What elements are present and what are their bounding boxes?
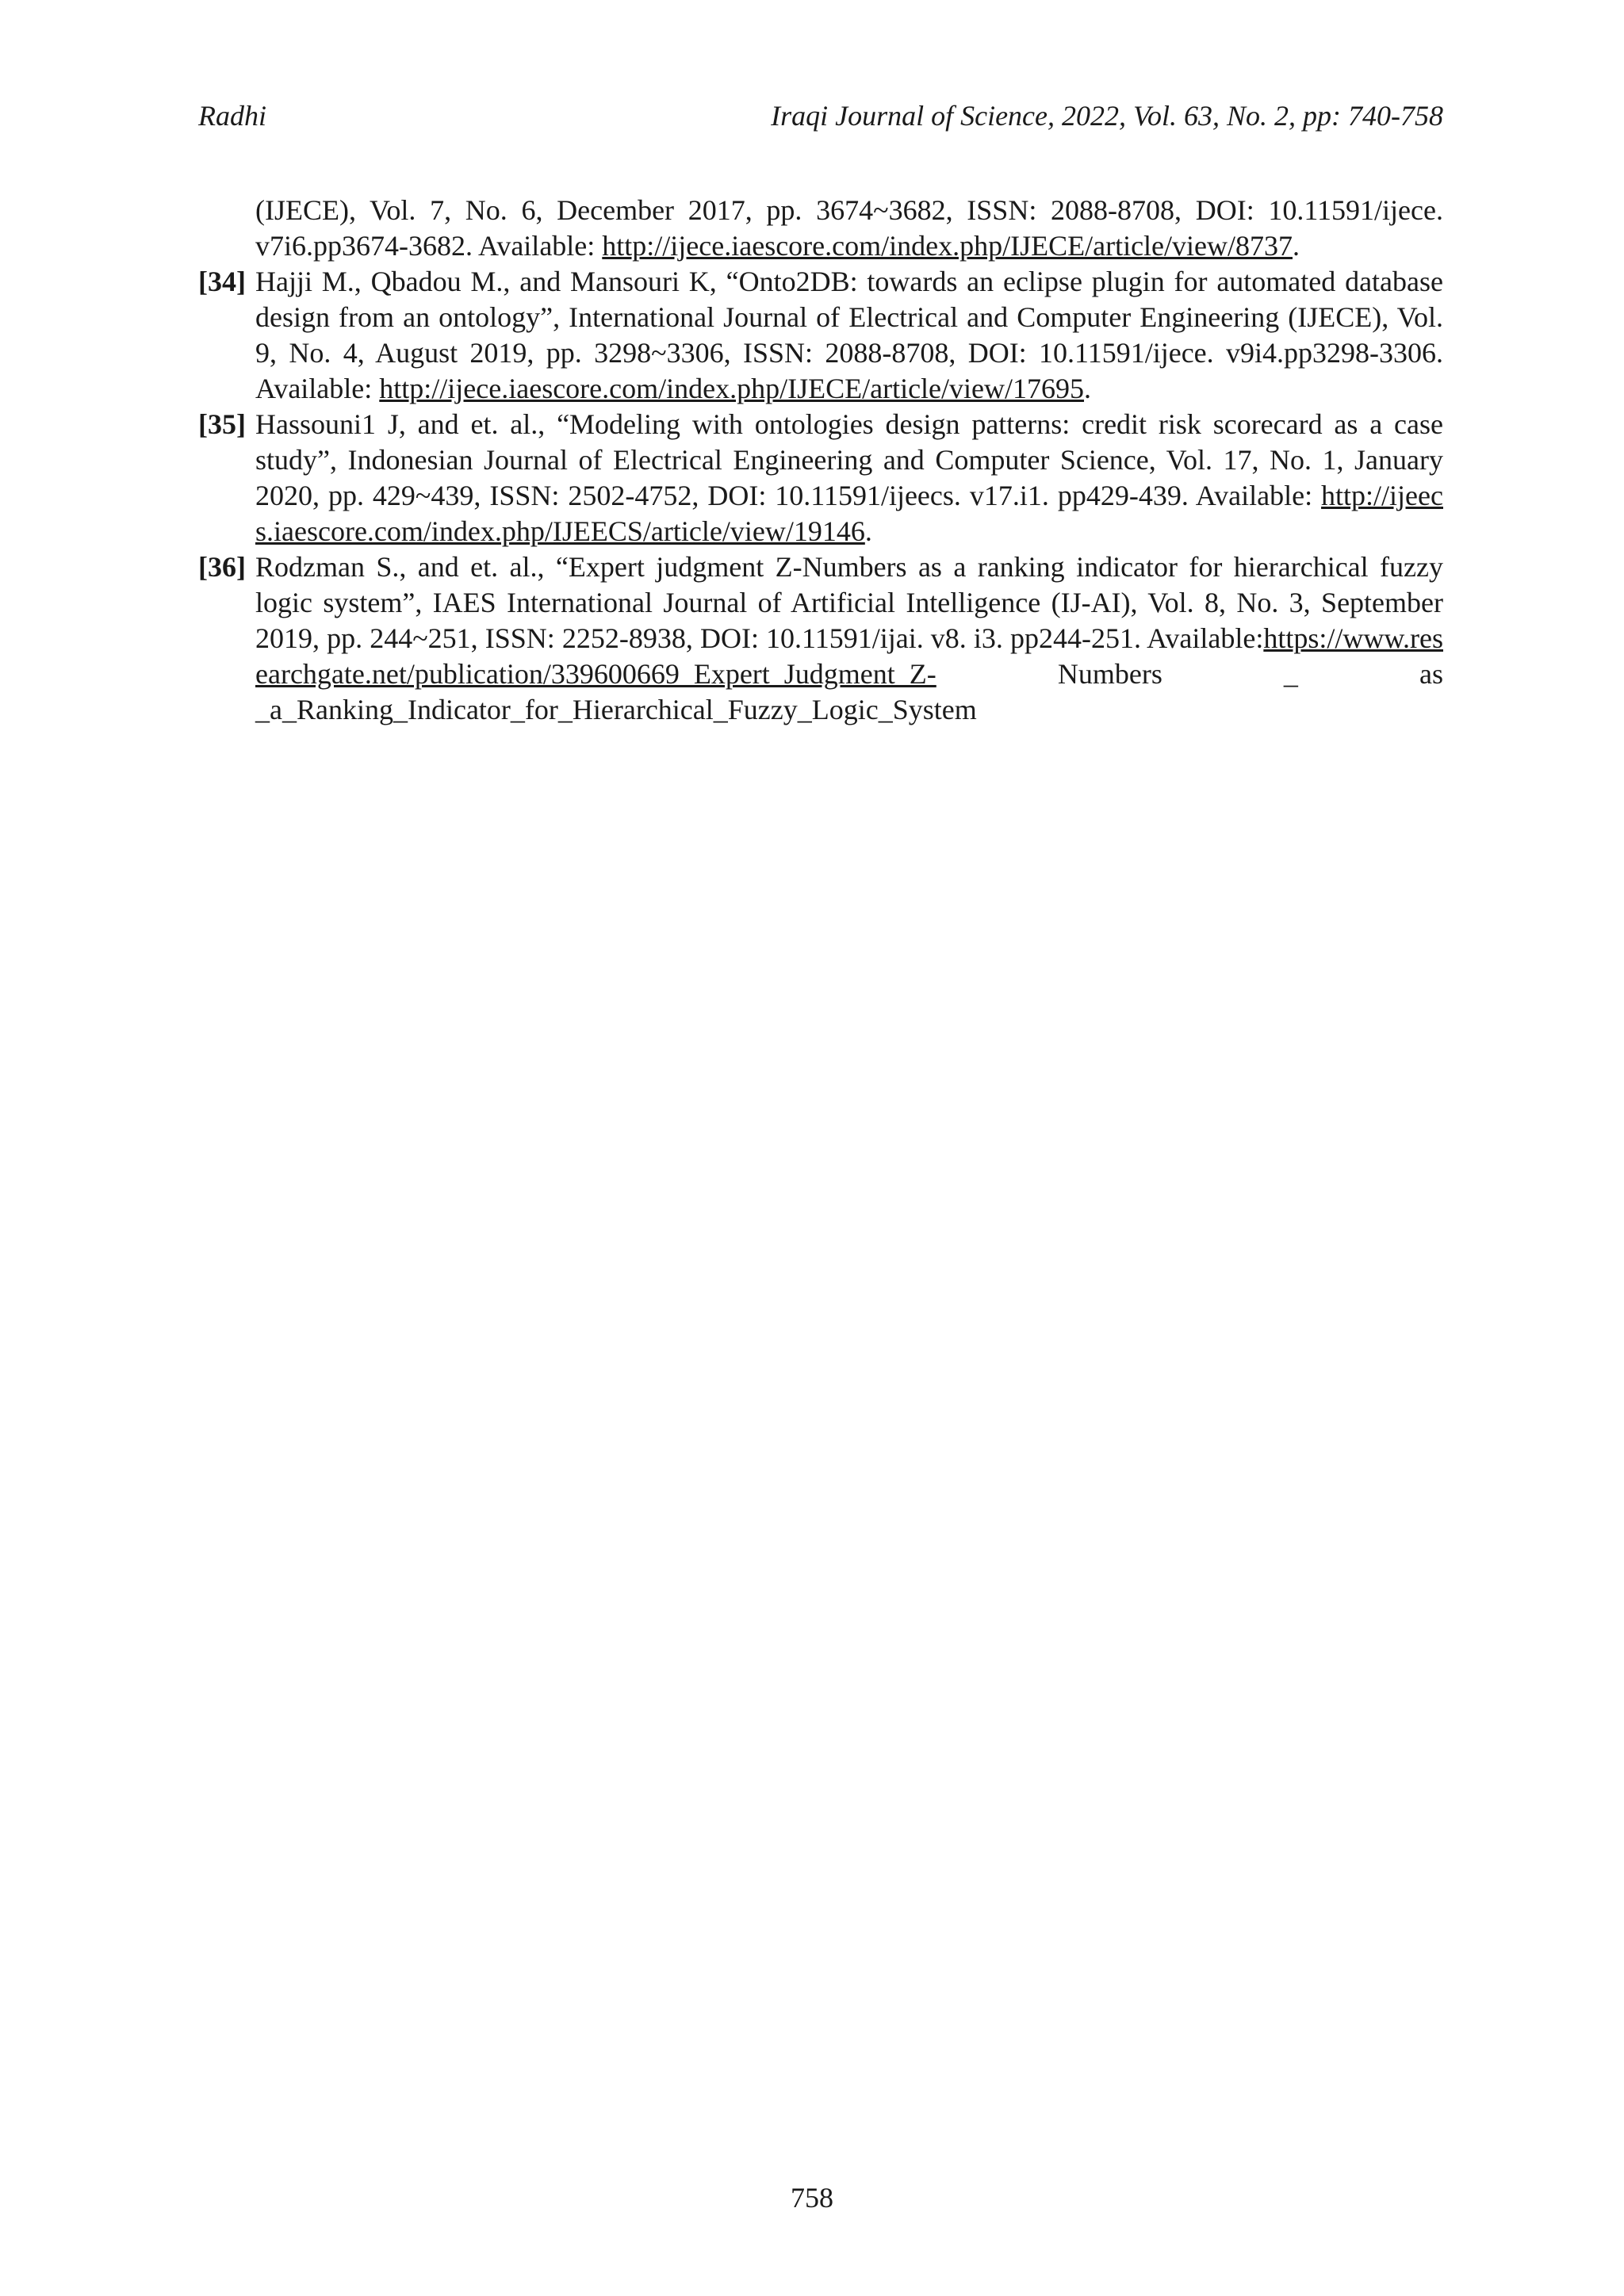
reference-link[interactable]: http://ijeecs.iaescore.com/index.php/IJEECS/article/view/19146: [255, 480, 1443, 547]
reference-number: [36]: [198, 551, 246, 583]
reference-number: [35]: [198, 408, 246, 440]
reference-item-36: [198, 549, 1443, 728]
header-journal-citation: Iraqi Journal of Science, 2022, Vol. 63, No. 2, pp: 740-758: [771, 100, 1443, 132]
reference-number: [34]: [198, 266, 246, 297]
reference-text-after: Numbers _ as _a_Ranking_Indicator_for_Hierarchical_Fuzzy_Logic_System: [255, 658, 1443, 725]
reference-text-after: .: [864, 515, 872, 547]
reference-text-after: .: [1084, 373, 1092, 404]
reference-text: Hassouni1 J, and et. al., “Modeling with ontologies design patterns: credit risk scorecard as a case study”, Indonesian Journal of Electrical Engineering and Computer Science, Vol. 17, No. 1, January 2020, pp. 429~439, ISSN: 2502-4752, DOI: 10.11591/ijeecs. v17.i1. pp429-439. Available:: [255, 408, 1443, 511]
reference-text-after: .: [1293, 230, 1300, 262]
header-author: Radhi: [198, 100, 266, 132]
reference-text: Rodzman S., and et. al., “Expert judgment Z-Numbers as a ranking indicator for hierarchical fuzzy logic system”, IAES International Journal of Artificial Intelligence (IJ-AI), Vol. 8, No. 3, September 2019, pp. 244~251, ISSN: 2252-8938, DOI: 10.11591/ijai. v8. i3. pp244-251. Available:: [255, 551, 1443, 654]
reference-text: Hajji M., Qbadou M., and Mansouri K, “Onto2DB: towards an eclipse plugin for automated database design from an ontology”, International Journal of Electrical and Computer Engineering (IJECE), Vol. 9, No. 4, August 2019, pp. 3298~3306, ISSN: 2088-8708, DOI: 10.11591/ijece. v9i4.pp3298-3306. Available:: [255, 266, 1443, 404]
running-header: [198, 97, 1443, 136]
reference-item-33-continued: [198, 193, 1443, 264]
reference-list: [198, 193, 1443, 728]
reference-link[interactable]: http://ijece.iaescore.com/index.php/IJECE/article/view/17695: [379, 373, 1085, 404]
reference-text: (IJECE), Vol. 7, No. 6, December 2017, pp. 3674~3682, ISSN: 2088-8708, DOI: 10.11591/ijece. v7i6.pp3674-3682. Available:: [255, 194, 1443, 262]
page-number: 758: [791, 2182, 833, 2214]
reference-item-35: [198, 407, 1443, 549]
reference-link[interactable]: https://www.researchgate.net/publication/339600669_Expert_Judgment_Z-: [255, 622, 1443, 690]
reference-item-34: [198, 264, 1443, 407]
reference-link[interactable]: http://ijece.iaescore.com/index.php/IJECE/article/view/8737: [602, 230, 1293, 262]
